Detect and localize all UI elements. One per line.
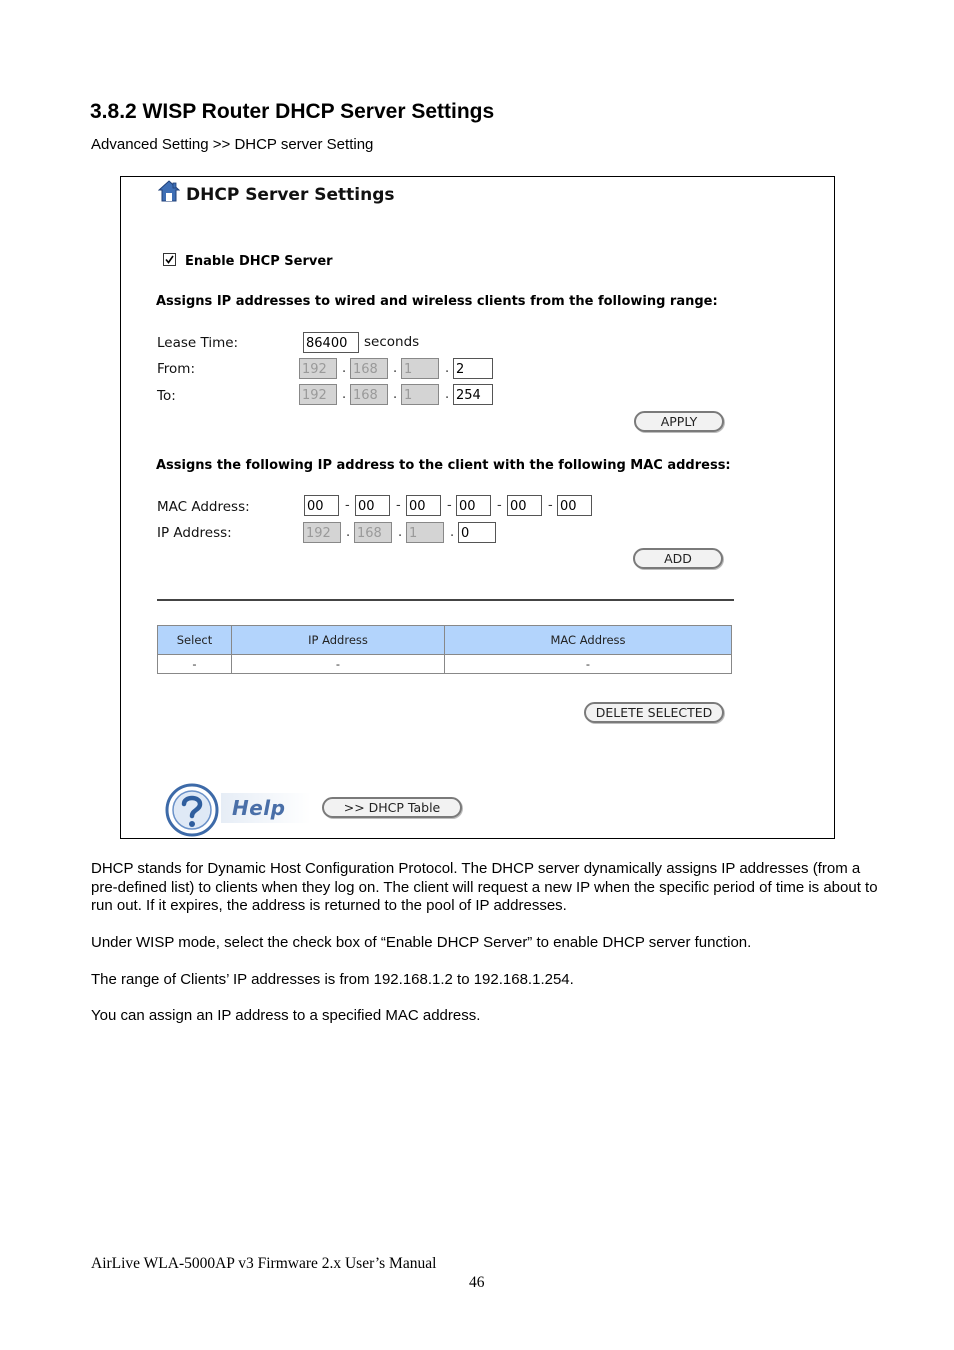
ip-dot: . xyxy=(393,361,398,376)
mac-dash: - xyxy=(447,498,452,513)
home-icon xyxy=(158,180,180,202)
ip-address-label: IP Address: xyxy=(157,525,232,541)
help-label: Help xyxy=(232,796,286,820)
col-mac-header: MAC Address xyxy=(445,626,732,655)
lease-unit-label: seconds xyxy=(364,334,420,350)
mac-octet-6-input[interactable]: 00 xyxy=(557,495,592,516)
col-select-header: Select xyxy=(158,626,232,655)
delete-selected-button[interactable]: DELETE SELECTED xyxy=(584,702,724,723)
mac-address-label: MAC Address: xyxy=(157,499,250,515)
ip-dot: . xyxy=(342,361,347,376)
mac-heading: Assigns the following IP address to the client with the following MAC address: xyxy=(156,458,731,473)
table-cell-select: - xyxy=(158,655,232,674)
lease-time-input[interactable]: 86400 xyxy=(303,332,359,353)
from-ip-octet-1: 192 xyxy=(299,358,337,379)
ip-dot: . xyxy=(445,387,450,402)
mac-octet-1-input[interactable]: 00 xyxy=(304,495,339,516)
dhcp-table-button[interactable]: >> DHCP Table xyxy=(322,797,462,818)
from-ip-octet-2: 168 xyxy=(350,358,388,379)
table-header-row xyxy=(158,626,732,655)
to-ip-octet-1: 192 xyxy=(299,384,337,405)
to-ip-octet-4-input[interactable]: 254 xyxy=(453,384,493,405)
table-row xyxy=(158,655,732,674)
ip-dot: . xyxy=(346,525,351,540)
paragraph-dhcp-description: DHCP stands for Dynamic Host Configuration Protocol. The DHCP server dynamically assigns IP addresses (from a pre-defined list) to clients when they log on. The client will request a new IP when the specific period of time is about to run out. If it expires, the address is returned to the pool of IP addresses. xyxy=(91,860,878,914)
range-heading: Assigns IP addresses to wired and wireless clients from the following range: xyxy=(156,294,718,309)
enable-dhcp-checkbox[interactable] xyxy=(163,253,176,266)
footer-manual-title: AirLive WLA-5000AP v3 Firmware 2.x User’s Manual xyxy=(91,1255,437,1272)
mac-octet-4-input[interactable]: 00 xyxy=(456,495,491,516)
paragraph-enable-instruction: Under WISP mode, select the check box of “Enable DHCP Server” to enable DHCP server function. xyxy=(91,934,752,951)
mac-dash: - xyxy=(548,498,553,513)
divider xyxy=(157,599,734,601)
ip-octet-3: 1 xyxy=(406,522,444,543)
mac-table xyxy=(157,625,732,674)
paragraph-mac-assign: You can assign an IP address to a specified MAC address. xyxy=(91,1007,481,1024)
breadcrumb: Advanced Setting >> DHCP server Setting xyxy=(91,136,374,153)
mac-dash: - xyxy=(345,498,350,513)
from-ip-octet-3: 1 xyxy=(401,358,439,379)
panel-title: DHCP Server Settings xyxy=(186,185,395,205)
from-ip-octet-4-input[interactable]: 2 xyxy=(453,358,493,379)
ip-dot: . xyxy=(398,525,403,540)
mac-octet-5-input[interactable]: 00 xyxy=(507,495,542,516)
help-question-icon[interactable] xyxy=(165,783,219,837)
ip-dot: . xyxy=(445,361,450,376)
ip-octet-1: 192 xyxy=(303,522,341,543)
ip-octet-4-input[interactable]: 0 xyxy=(458,522,496,543)
dhcp-settings-screenshot xyxy=(120,176,835,839)
ip-dot: . xyxy=(450,525,455,540)
mac-octet-2-input[interactable]: 00 xyxy=(355,495,390,516)
to-ip-octet-3: 1 xyxy=(401,384,439,405)
to-label: To: xyxy=(157,388,176,404)
mac-dash: - xyxy=(396,498,401,513)
add-button[interactable]: ADD xyxy=(633,548,723,569)
col-ip-header: IP Address xyxy=(232,626,445,655)
enable-dhcp-label: Enable DHCP Server xyxy=(185,254,333,269)
to-ip-octet-2: 168 xyxy=(350,384,388,405)
ip-dot: . xyxy=(342,387,347,402)
from-label: From: xyxy=(157,361,195,377)
paragraph-ip-range: The range of Clients’ IP addresses is from 192.168.1.2 to 192.168.1.254. xyxy=(91,971,574,988)
mac-dash: - xyxy=(497,498,502,513)
ip-octet-2: 168 xyxy=(354,522,392,543)
table-cell-ip: - xyxy=(232,655,445,674)
table-cell-mac: - xyxy=(445,655,732,674)
ip-dot: . xyxy=(393,387,398,402)
section-heading: 3.8.2 WISP Router DHCP Server Settings xyxy=(90,100,495,123)
checkmark-icon xyxy=(165,255,174,264)
apply-button[interactable]: APPLY xyxy=(634,411,724,432)
page-number: 46 xyxy=(469,1274,485,1291)
lease-time-label: Lease Time: xyxy=(157,335,239,351)
mac-octet-3-input[interactable]: 00 xyxy=(406,495,441,516)
